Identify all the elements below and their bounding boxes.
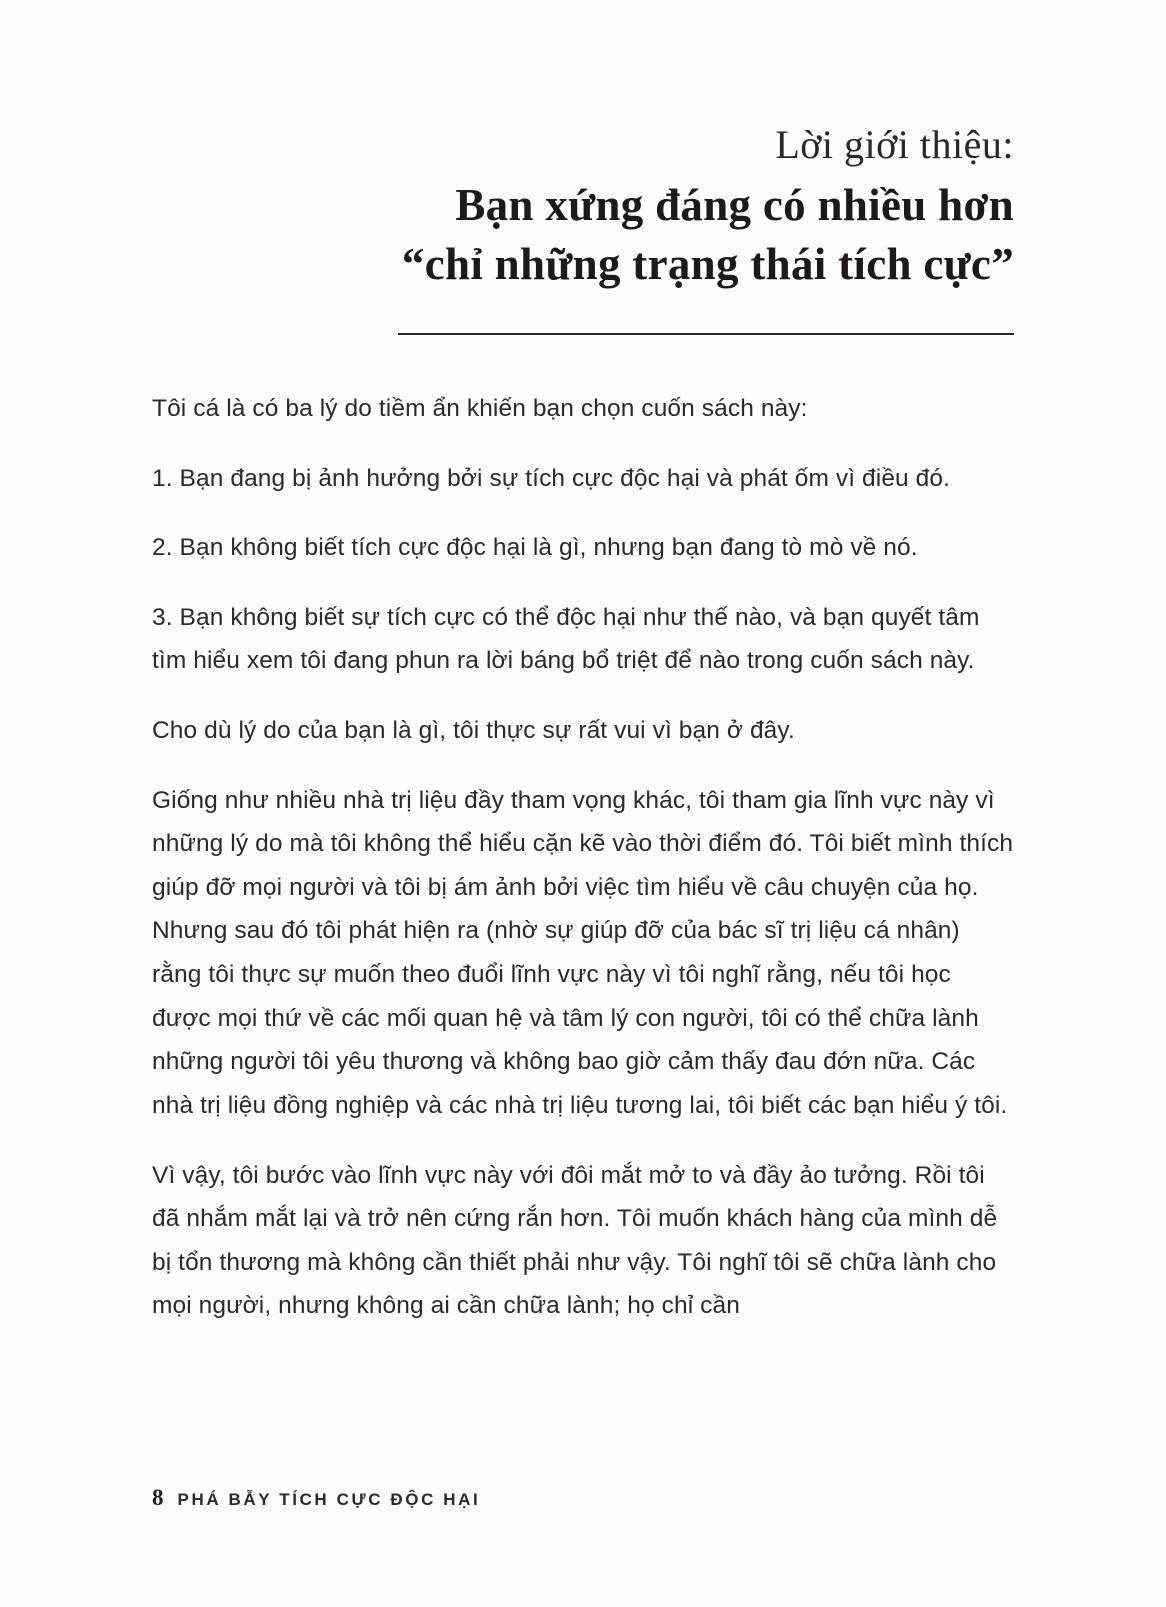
- paragraph-therapist-story: Giống như nhiều nhà trị liệu đầy tham vọng khác, tôi tham gia lĩnh vực này vì những lý do mà tôi không thể hiểu cặn kẽ vào thời điểm đó. Tôi biết mình thích giúp đỡ mọi người và tôi bị ám ảnh bởi việc tìm hiểu về câu chuyện của họ. Nhưng sau đó tôi phát hiện ra (nhờ sự giúp đỡ của bác sĩ trị liệu cá nhân) rằng tôi thực sự muốn theo đuổi lĩnh vực này vì tôi nghĩ rằng, nếu tôi học được mọi thứ về các mối quan hệ và tâm lý con người, tôi có thể chữa lành những người tôi yêu thương và không bao giờ cảm thấy đau đớn nữa. Các nhà trị liệu đồng nghiệp và các nhà trị liệu tương lai, tôi biết các bạn hiểu ý tôi.: [152, 786, 1014, 1119]
- page-footer: [152, 1485, 480, 1511]
- heading-title-line-2: “chỉ những trạng thái tích cực”: [401, 238, 1014, 289]
- chapter-heading: [152, 0, 1014, 335]
- paragraph-intro: Tôi cá là có ba lý do tiềm ẩn khiến bạn chọn cuốn sách này:: [152, 395, 808, 422]
- running-head: PHÁ BẪY TÍCH CỰC ĐỘC HẠI: [177, 1490, 481, 1509]
- paragraph-list-item-3: 3. Bạn không biết sự tích cực có thể độc hại như thế nào, và bạn quyết tâm tìm hiểu xem tôi đang phun ra lời báng bổ triệt để nào trong cuốn sách này.: [152, 603, 980, 675]
- paragraph-reason-close: Cho dù lý do của bạn là gì, tôi thực sự rất vui vì bạn ở đây.: [152, 717, 795, 745]
- paragraph-illusions: Vì vậy, tôi bước vào lĩnh vực này với đôi mắt mở to và đầy ảo tưởng. Rồi tôi đã nhắm mắt lại và trở nên cứng rắn hơn. Tôi muốn khách hàng của mình dễ bị tổn thương mà không cần thiết phải như vậy. Tôi nghĩ tôi sẽ chữa lành cho mọi người, nhưng không ai cần chữa lành; họ chỉ cần: [152, 1161, 998, 1320]
- paragraph-list-item-1: 1. Bạn đang bị ảnh hưởng bởi sự tích cực độc hại và phát ốm vì điều đó.: [152, 464, 951, 492]
- body-text: [152, 387, 1014, 1328]
- heading-divider: [398, 333, 1014, 335]
- heading-eyebrow: Lời giới thiệu:: [775, 122, 1014, 167]
- page-content: [152, 0, 1014, 1607]
- heading-title-line-1: Bạn xứng đáng có nhiều hơn: [455, 180, 1014, 230]
- paragraph-list-item-2: 2. Bạn không biết tích cực độc hại là gì, nhưng bạn đang tò mò về nó.: [152, 534, 918, 562]
- page-number: 8: [152, 1485, 164, 1510]
